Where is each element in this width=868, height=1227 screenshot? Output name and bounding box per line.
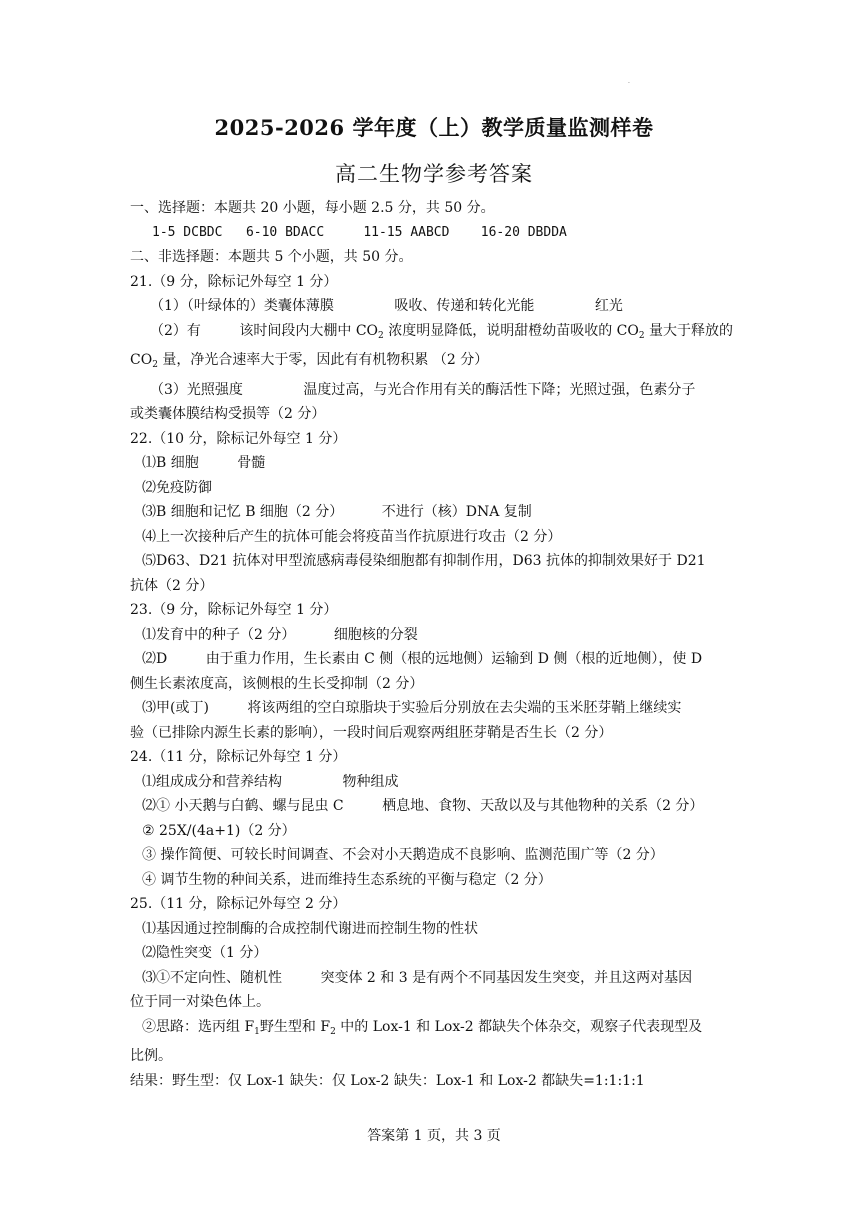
q21-heading: 21.（9 分，除标记外每空 1 分）: [130, 273, 338, 290]
q21-answer: （3）光照强度: [150, 381, 243, 398]
q25-text: 中的 Lox-1 和 Lox-2 都缺失个体杂交，观察子代表现型及: [335, 1018, 703, 1035]
q23-answer: ⑶甲(或丁): [142, 700, 209, 716]
page-footer: 答案第 1 页，共 3 页: [367, 1128, 501, 1144]
q21-part3: [130, 378, 742, 403]
q23-answer: ⑴发育中的种子（2 分）: [142, 626, 296, 643]
answer-body: [130, 196, 742, 1093]
q23-part2-cont: 侧生长素浓度高，该侧根的生长受抑制（2 分）: [130, 675, 424, 692]
q23-part2: [130, 647, 742, 672]
q21-text: 量，净光合速率大于零，因此有有机物积累 （2 分）: [157, 352, 489, 368]
q23-text: 将该两组的空白琼脂块于实验后分别放在去尖端的玉米胚芽鞘上继续实: [247, 700, 682, 716]
q24-answer: ⑵① 小天鹅与白鹤、螺与昆虫 C: [142, 798, 344, 814]
q21-text: CO: [130, 352, 153, 368]
answer-group: 1-5 DCBDC: [152, 224, 223, 240]
q21-part1: [130, 294, 742, 319]
q24-part4: ③ 操作简便、可较长时间调查、不会对小天鹅造成不良影响、监测范围广等（2 分）: [142, 847, 664, 863]
q22-answer: 不进行（核）DNA 复制: [381, 504, 532, 520]
q21-answer: （2）有: [150, 322, 201, 339]
q21-text: 浓度明显降低，说明甜橙幼苗吸收的 CO: [383, 322, 639, 339]
q25-text: 突变体 2 和 3 是有两个不同基因发生突变，并且这两对基因: [320, 969, 693, 986]
q24-part2: [130, 794, 742, 819]
q23-answer: ⑵D: [142, 651, 168, 667]
subscript: 2: [378, 330, 384, 341]
q24-part1: [130, 770, 742, 795]
choice-answers: [130, 221, 742, 246]
answer-group: 16-20 DBDDA: [480, 224, 567, 240]
q21-answer: 吸收、传递和转化光能: [394, 298, 535, 314]
subscript: 2: [330, 1026, 336, 1037]
q22-part5-cont: 抗体（2 分）: [130, 577, 214, 594]
q21-answer: 红光: [594, 298, 623, 314]
q23-answer: 细胞核的分裂: [333, 626, 418, 643]
answer-group: 6-10 BDACC: [245, 224, 325, 240]
q22-part5: ⑸D63、D21 抗体对甲型流感病毒侵染细胞都有抑制作用，D63 抗体的抑制效果好于 D21: [142, 553, 706, 569]
q25-result: 结果：野生型：仅 Lox-1 缺失：仅 Lox-2 缺失：Lox-1 和 Lox-2 都缺失=1:1:1:1: [130, 1072, 645, 1089]
q22-part2: ⑵免疫防御: [142, 479, 212, 496]
q24-answer: 栖息地、食物、天敌以及与其他物种的关系（2 分）: [382, 798, 704, 814]
subscript: 1: [254, 1026, 260, 1037]
q23-text: 由于重力作用，生长素由 C 侧（根的远地侧）运输到 D 侧（根的近地侧），使 D: [205, 651, 703, 667]
q21-part2-cont: [130, 348, 742, 378]
q24-part5: ④ 调节生物的种间关系，进而维持生态系统的平衡与稳定（2 分）: [142, 871, 552, 888]
q22-part4: ⑷上一次接种后产生的抗体可能会将疫苗当作抗原进行攻击（2 分）: [142, 528, 562, 545]
q25-part3-cont: 位于同一对染色体上。: [130, 994, 270, 1010]
q21-text: 温度过高，与光合作用有关的酶活性下降；光照过强，色素分子: [303, 381, 696, 398]
q22-answer: ⑶B 细胞和记忆 B 细胞（2 分）: [142, 504, 344, 520]
q25-answer: ⑶①不定向性、随机性: [142, 969, 282, 986]
q21-part3-cont: 或类囊体膜结构受损等（2 分）: [130, 406, 326, 422]
answer-group: 11-15 AABCD: [363, 224, 450, 240]
q25-part4: [130, 1015, 742, 1045]
section1-heading: 一、选择题：本题共 20 小题，每小题 2.5 分，共 50 分。: [130, 200, 495, 216]
document-title: 2025-2026 学年度（上）教学质量监测样卷: [214, 115, 654, 140]
q23-part3: [130, 696, 742, 721]
q21-answer: （1）（叶绿体的）类囊体薄膜: [150, 298, 334, 314]
q22-heading: 22.（10 分，除标记外每空 1 分）: [130, 430, 347, 447]
q25-part4-cont: 比例。: [130, 1048, 172, 1064]
q23-part3-cont: 验（已排除内源生长素的影响），一段时间后观察两组胚芽鞘是否生长（2 分）: [130, 724, 613, 741]
q25-part3: [130, 966, 742, 991]
document-subtitle: 高二生物学参考答案: [335, 162, 533, 186]
q25-text: 野生型和 F: [259, 1018, 331, 1035]
q21-part2: [130, 319, 742, 349]
q24-part3: ② 25X/(4a+1)（2 分）: [142, 822, 296, 839]
q24-answer: 物种组成: [342, 773, 399, 790]
q23-part1: [130, 623, 742, 648]
q22-answer: ⑴B 细胞: [142, 455, 199, 471]
scan-dot: .: [628, 78, 630, 85]
q21-text: 量大于释放的: [644, 322, 734, 339]
q22-part1: [130, 451, 742, 476]
q22-answer: 骨髓: [237, 455, 266, 471]
subscript: 2: [638, 330, 645, 341]
section2-heading: 二、非选择题：本题共 5 个小题，共 50 分。: [130, 249, 413, 265]
q23-heading: 23.（9 分，除标记外每空 1 分）: [130, 602, 338, 618]
q25-text: ②思路：选丙组 F: [142, 1018, 255, 1035]
q24-answer: ⑴组成成分和营养结构: [142, 773, 282, 790]
q25-part2: ⑵隐性突变（1 分）: [142, 945, 268, 961]
q25-part1: ⑴基因通过控制酶的合成控制代谢进而控制生物的性状: [142, 920, 478, 937]
q25-heading: 25.（11 分，除标记外每空 2 分）: [130, 896, 347, 912]
q21-text: 该时间段内大棚中 CO: [239, 322, 379, 339]
q22-part3: [130, 500, 742, 525]
subscript: 2: [152, 360, 158, 370]
q24-heading: 24.（11 分，除标记外每空 1 分）: [130, 749, 347, 765]
